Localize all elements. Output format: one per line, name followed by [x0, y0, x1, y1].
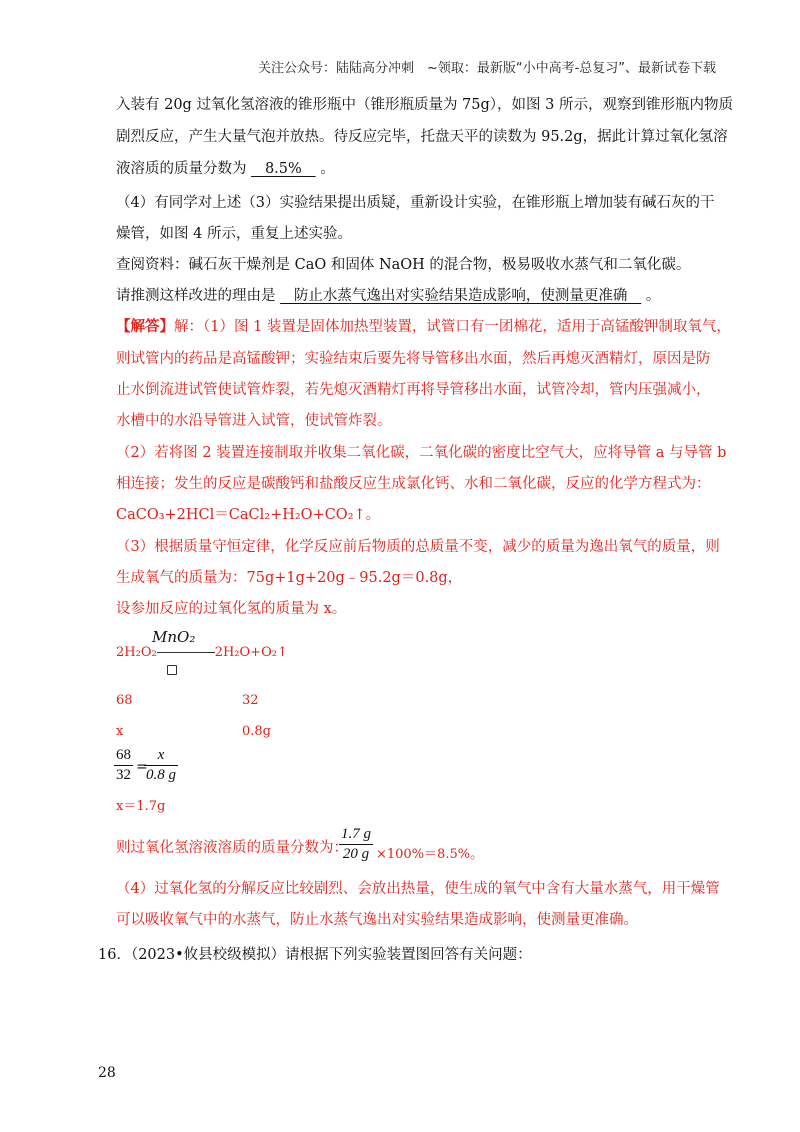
answer-tag: 【解答】: [116, 319, 174, 335]
ratio-right: $\frac{x}{0.8 g}$: [146, 747, 176, 783]
question-text-line: （4）有同学对上述（3）实验结果提出质疑，重新设计实验，在锥形瓶上增加装有碱石灰的干: [116, 195, 715, 211]
mass-fraction-prefix: 则过氧化氢溶液溶质的质量分数为：: [116, 840, 348, 856]
answer-blank: 8.5%: [264, 161, 302, 177]
question-text: 请推测这样改进的理由是: [116, 288, 276, 304]
ratio-left: $\frac{68}{32}$: [116, 747, 131, 783]
question-text: 。: [645, 288, 661, 304]
answer-line: 则试管内的药品是高锰酸钾；实验结束后要先将导管移出水面，然后再熄灭酒精灯，原因是防: [116, 351, 711, 367]
condition-box-icon: [167, 660, 177, 679]
ratio-equals: =: [136, 759, 148, 775]
question-text-line: 燥管，如图 4 所示，重复上述实验。: [116, 226, 352, 242]
question-text: 。: [320, 161, 335, 177]
answer-line: （2）若将图 2 装置连接制取并收集二氧化碳，二氧化碳的密度比空气大，应将导管 a 与导管 b: [116, 445, 727, 461]
question-text-line: [116, 162, 335, 177]
catalyst-label: MnO₂: [152, 628, 196, 646]
question-text-line: 入装有 20g 过氧化氢溶液的锥形瓶中（锥形瓶质量为 75g），如图 3 所示，观察到锥形瓶内物质: [116, 97, 733, 113]
question-text-line: [116, 289, 660, 304]
answer-line: 设参加反应的过氧化氢的质量为 x。: [116, 601, 347, 617]
answer-line: 可以吸收氧气中的水蒸气，防止水蒸气逸出对实验结果造成影响，使测量更准确。: [116, 912, 638, 928]
products: 2H₂O+O₂↑: [214, 645, 288, 660]
question-text: 液溶质的质量分数为: [116, 161, 247, 177]
answer-line: （3）根据质量守恒定律，化学反应前后物质的总质量不变，减少的质量为逸出氧气的质量，则: [116, 539, 720, 555]
page-header: 关注公众号：陆陆高分冲刺 ~领取：最新版“小中高考-总复习”、最新试卷下载: [257, 61, 716, 76]
answer-line: 生成氧气的质量为：75g+1g+20g﹣95.2g＝0.8g，: [116, 570, 463, 586]
molar-mass-o2: 32: [242, 693, 259, 708]
question-text-line: 剧烈反应，产生大量气泡并放热。待反应完毕，托盘天平的读数为 95.2g，据此计算过氧化氢溶: [116, 129, 728, 145]
page-number: 28: [98, 1065, 116, 1081]
reaction-equation: [116, 645, 288, 660]
answer-line: （4）过氧化氢的分解反应比较剧烈、会放出热量，使生成的氧气中含有大量水蒸气，用干燥管: [116, 881, 720, 897]
answer-line: [116, 320, 731, 335]
reaction-arrow-line: [157, 652, 215, 653]
chemical-equation: CaCO₃+2HCl＝CaCl₂+H₂O+CO₂↑。: [116, 507, 381, 523]
mass-fraction-suffix: ×100%＝8.5%。: [376, 847, 484, 862]
molar-mass-h2o2: 68: [116, 693, 133, 708]
reactant: 2H₂O₂: [116, 645, 157, 660]
answer-line: 相连接；发生的反应是碳酸钙和盐酸反应生成氯化钙、水和二氧化碳，反应的化学方程式为：: [116, 476, 711, 492]
answer-line: 水槽中的水沿导管进入试管，使试管炸裂。: [116, 413, 392, 429]
question-16: 16．（2023•攸县校级模拟）请根据下列实验装置图回答有关问题：: [98, 947, 532, 963]
oxygen-mass: 0.8g: [242, 724, 271, 739]
question-text-line: 查阅资料：碱石灰干燥剂是 CaO 和固体 NaOH 的混合物，极易吸收水蒸气和二氧化碳。: [116, 257, 691, 273]
x-result: x＝1.7g: [116, 799, 166, 814]
unknown-x: x: [116, 724, 124, 739]
answer-blank: 防止水蒸气逸出对实验结果造成影响，使测量更准确: [293, 288, 628, 304]
mass-fraction: $\frac{1.7 g}{20 g}$: [341, 826, 371, 862]
answer-line: 止水倒流进试管使试管炸裂，若先熄灭酒精灯再将导管移出水面，试管冷却，管内压强减小，: [116, 382, 711, 398]
answer-text: 解：（1）图 1 装置是固体加热型装置，试管口有一团棉花，适用于高锰酸钾制取氧气，: [174, 319, 731, 335]
